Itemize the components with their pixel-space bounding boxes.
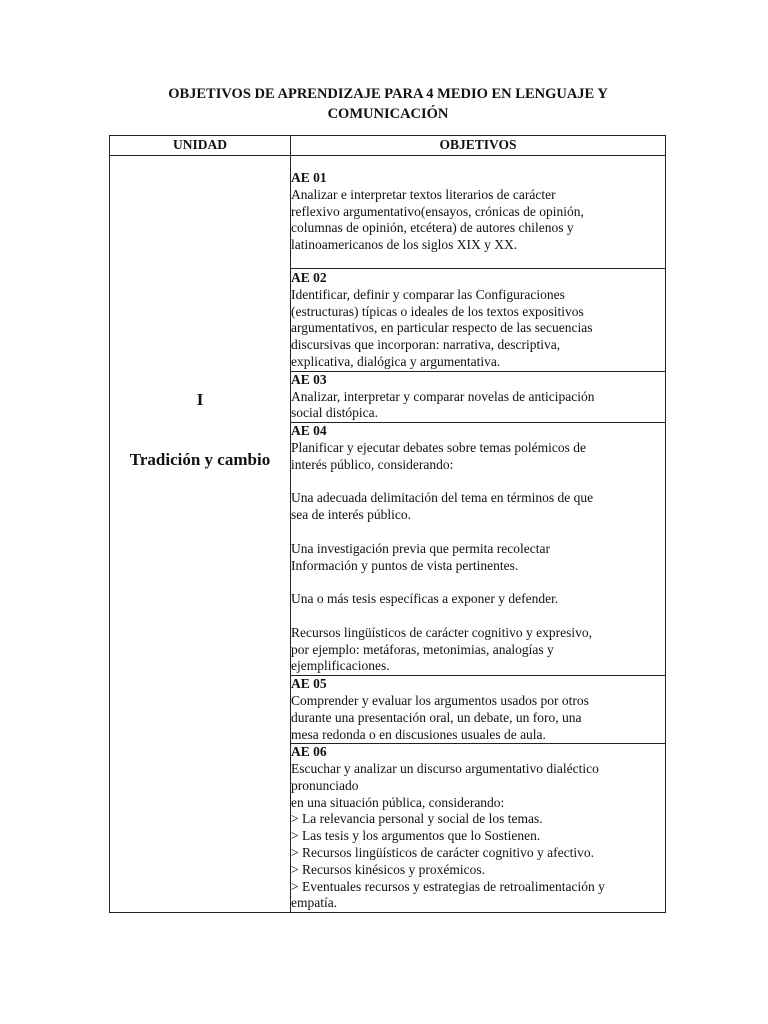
objective-cell [291,268,666,371]
objective-text-line: interés público, considerando: [291,456,454,472]
objective-text-line: Comprender y evaluar los argumentos usados por otros [291,692,589,708]
objective-text-line: por ejemplo: metáforas, metonimias, analogías y [291,641,554,657]
objective-text-line: explicativa, dialógica y argumentativa. [291,353,501,369]
objective-text-line: ejemplificaciones. [291,658,390,674]
table-row [110,156,666,269]
objective-code: AE 06 [291,744,327,760]
objective-text-line: (estructuras) típicas o ideales de los textos expositivos [291,303,584,319]
unit-cell [110,156,291,913]
objective-text-line: Analizar e interpretar textos literarios de carácter [291,186,556,202]
objective-code: AE 03 [291,371,327,387]
objective-code: AE 04 [291,423,327,439]
objective-code: AE 02 [291,269,327,285]
document-title-line-2: COMUNICACIÓN [327,106,449,122]
objective-text-line: argumentativos, en particular respecto de las secuencias [291,320,593,336]
column-header-objectives: OBJETIVOS [291,136,666,156]
objective-text-line: Recursos lingüísticos de carácter cognitivo y expresivo, [291,624,593,640]
objective-text-line: Información y puntos de vista pertinentes. [291,557,519,573]
blank-line [291,574,665,591]
objective-text-line: discursivas que incorporan: narrativa, descriptiva, [291,337,561,353]
blank-line [291,474,665,491]
unit-name: Tradición y cambio [129,450,271,469]
objective-text-line: > Eventuales recursos y estrategias de retroalimentación y [291,878,605,894]
objective-text-line: reflexivo argumentativo(ensayos, crónicas de opinión, [291,203,584,219]
blank-line [291,608,665,625]
objective-text-line: > Recursos kinésicos y proxémicos. [291,861,485,877]
objective-text-line: Analizar, interpretar y comparar novelas de anticipación [291,388,595,404]
objective-text-line: Planificar y ejecutar debates sobre temas polémicos de [291,439,587,455]
blank-line [291,524,665,541]
column-header-unit: UNIDAD [110,136,291,156]
objective-text-line: durante una presentación oral, un debate, un foro, una [291,709,582,725]
table-header-row [110,136,666,156]
objective-cell [291,676,666,744]
document-title-line-1: OBJETIVOS DE APRENDIZAJE PARA 4 MEDIO EN LENGUAJE Y [168,86,608,102]
objective-text-line: > La relevancia personal y social de los temas. [291,811,543,827]
objective-cell [291,423,666,676]
objective-cell [291,371,666,422]
objective-text-line: social distópica. [291,405,378,421]
objective-code: AE 01 [291,170,327,185]
objective-text-line: sea de interés público. [291,507,411,523]
objective-text-line: > Recursos lingüísticos de carácter cognitivo y afectivo. [291,845,595,861]
objective-text-line: Una o más tesis específicas a exponer y defender. [291,591,559,607]
objective-cell [291,744,666,913]
unit-number: I [196,390,204,409]
objective-text-line: latinoamericanos de los siglos XIX y XX. [291,237,518,253]
objective-text-line: Una investigación previa que permita recolectar [291,540,551,556]
objective-code: AE 05 [291,676,327,692]
document-title [110,84,666,124]
objective-text-line: columnas de opinión, etcétera) de autores chilenos y [291,220,574,236]
objective-text-line: Una adecuada delimitación del tema en términos de que [291,490,594,506]
objective-text-line: en una situación pública, considerando: [291,794,505,810]
objective-text-line: mesa redonda o en discusiones usuales de aula. [291,726,546,742]
objective-text-line: empatía. [291,895,338,911]
objective-text-line: Identificar, definir y comparar las Configuraciones [291,286,565,302]
objectives-table [109,135,666,913]
objective-cell [291,156,666,269]
objective-text-line: Escuchar y analizar un discurso argumentativo dialéctico [291,761,599,777]
objective-text-line: pronunciado [291,777,359,793]
objective-text-line: > Las tesis y los argumentos que lo Sostienen. [291,828,541,844]
